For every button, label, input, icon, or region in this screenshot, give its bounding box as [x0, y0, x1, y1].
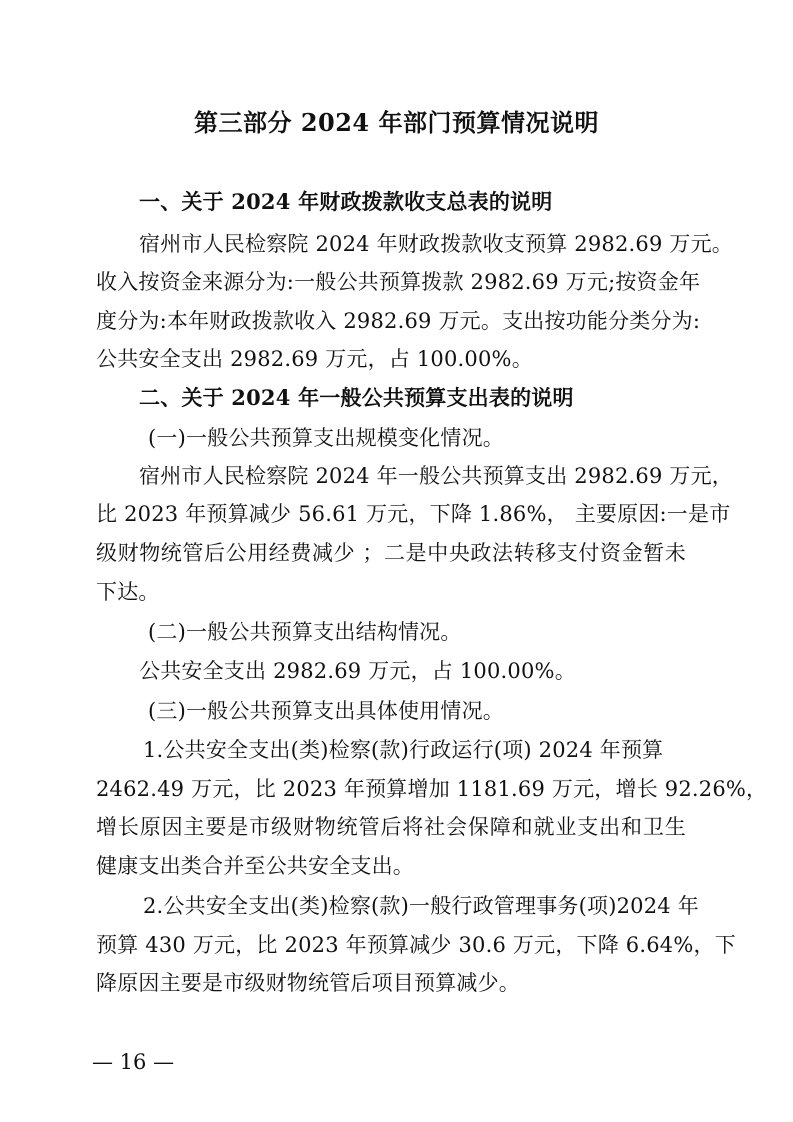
section2-sub3-heading: (三)一般公共预算支出具体使用情况。: [148, 699, 504, 723]
section2-sub1-line-1: 宿州市人民检察院 2024 年一般公共预算支出 2982.69 万元，: [139, 464, 733, 488]
section1-line-3: 度分为:本年财政拨款收入 2982.69 万元。支出按功能分类分为:: [96, 309, 701, 333]
section2-sub1-line-3: 级财物统管后公用经费减少 ；二是中央政法转移支付资金暂未: [96, 541, 686, 565]
page-number: — 16 —: [92, 1050, 175, 1074]
section2-sub3-item2-line-2: 预算 430 万元，比 2023 年预算减少 30.6 万元，下降 6.64%，下: [96, 933, 736, 957]
section2-sub3-item1-line-3: 增长原因主要是市级财物统管后将社会保障和就业支出和卫生: [96, 815, 686, 839]
section2-sub2-heading: (二)一般公共预算支出结构情况。: [148, 620, 462, 644]
section2-sub3-item2-line-3: 降原因主要是市级财物统管后项目预算减少。: [96, 971, 520, 995]
section1-line-2: 收入按资金来源分为:一般公共预算拨款 2982.69 万元;按资金年: [96, 270, 701, 294]
section2-sub3-item1-line-2: 2462.49 万元，比 2023 年预算增加 1181.69 万元，增长 92.26%，: [96, 777, 768, 801]
page-title: 第三部分 2024 年部门预算情况说明: [193, 108, 599, 137]
section2-heading: 二、关于 2024 年一般公共预算支出表的说明: [139, 385, 574, 410]
section2-sub1-heading: (一)一般公共预算支出规模变化情况。: [148, 426, 504, 450]
section1-heading: 一、关于 2024 年财政拨款收支总表的说明: [139, 189, 553, 214]
section2-sub3-item2-line-1: 2.公共安全支出(类)检察(款)一般行政管理事务(项)2024 年: [143, 894, 699, 918]
section2-sub1-line-2: 比 2023 年预算减少 56.61 万元，下降 1.86%， 主要原因:一是市: [96, 502, 731, 526]
section2-sub1-line-4: 下达。: [96, 580, 160, 604]
section2-sub2-line-1: 公共安全支出 2982.69 万元，占 100.00%。: [139, 659, 576, 683]
section1-line-4: 公共安全支出 2982.69 万元，占 100.00%。: [96, 347, 533, 371]
section2-sub3-item1-line-4: 健康支出类合并至公共安全支出。: [96, 854, 414, 878]
section1-line-1: 宿州市人民检察院 2024 年财政拨款收支预算 2982.69 万元。: [139, 232, 733, 256]
section2-sub3-item1-line-1: 1.公共安全支出(类)检察(款)行政运行(项) 2024 年预算: [143, 738, 664, 762]
